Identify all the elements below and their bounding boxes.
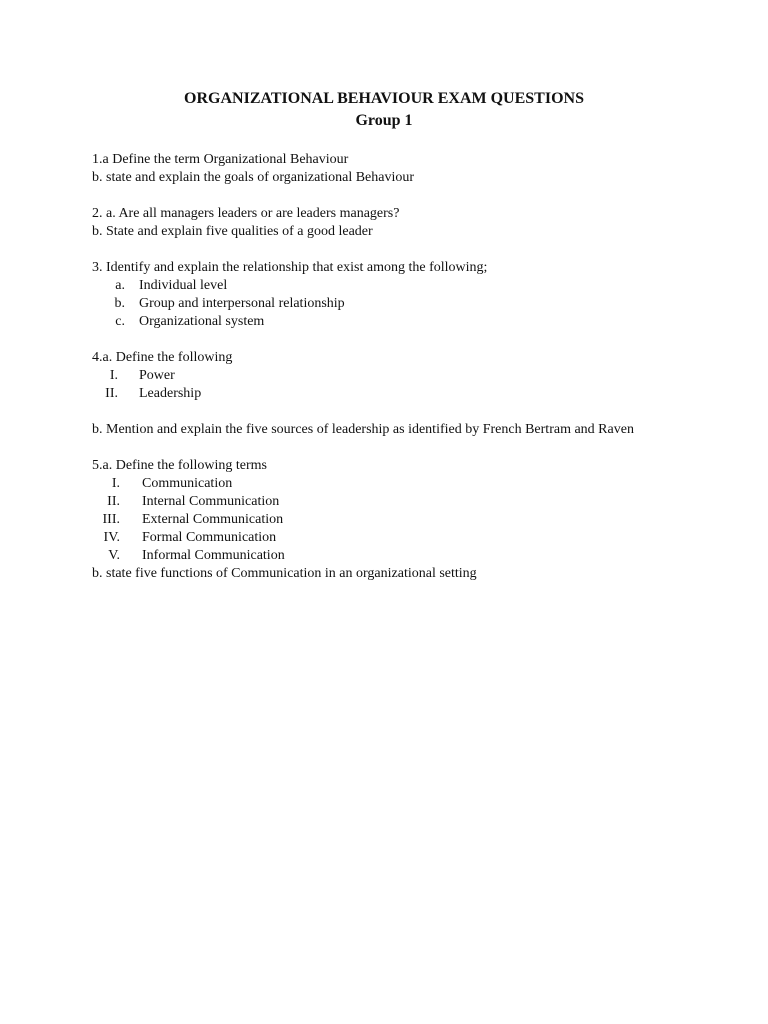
list-marker: b.	[114, 296, 125, 311]
question-3-stem: 3. Identify and explain the relationship that exist among the following;	[92, 260, 488, 275]
list-item	[92, 493, 675, 511]
list-item	[92, 511, 675, 529]
list-marker: II.	[107, 494, 120, 509]
question-4	[92, 349, 675, 439]
list-item	[92, 295, 675, 313]
question-5b: b. state five functions of Communication in an organizational setting	[92, 566, 477, 581]
spacer	[92, 241, 675, 259]
question-4a: 4.a. Define the following	[92, 350, 233, 365]
question-1	[92, 151, 675, 187]
document-title: ORGANIZATIONAL BEHAVIOUR EXAM QUESTIONS	[184, 90, 584, 107]
list-item-text: Communication	[142, 476, 233, 491]
list-marker: IV.	[103, 530, 120, 545]
list-item	[92, 475, 675, 493]
list-marker: I.	[111, 476, 120, 491]
question-2b: b. State and explain five qualities of a good leader	[92, 224, 373, 239]
question-1a: 1.a Define the term Organizational Behaviour	[92, 152, 349, 167]
spacer	[92, 331, 675, 349]
spacer	[92, 439, 675, 457]
list-marker: II.	[105, 386, 118, 401]
list-item-text: Leadership	[139, 386, 202, 401]
list-item-text: Internal Communication	[142, 494, 280, 509]
question-2	[92, 205, 675, 241]
list-item	[92, 313, 675, 331]
list-marker: c.	[115, 314, 125, 329]
list-item-text: Power	[139, 368, 175, 383]
question-5	[92, 457, 675, 583]
list-item-text: Formal Communication	[142, 530, 277, 545]
list-marker: III.	[102, 512, 120, 527]
question-list	[92, 151, 675, 583]
list-item-text: Group and interpersonal relationship	[139, 296, 345, 311]
list-item	[92, 529, 675, 547]
question-3	[92, 259, 675, 331]
document-header	[0, 88, 768, 132]
question-2a: 2. a. Are all managers leaders or are leaders managers?	[92, 206, 400, 221]
list-marker: I.	[109, 368, 118, 383]
list-item-text: Individual level	[139, 278, 228, 293]
list-item	[92, 367, 675, 385]
list-item-text: Organizational system	[139, 314, 265, 329]
spacer	[92, 187, 675, 205]
list-marker: a.	[115, 278, 125, 293]
list-marker: V.	[108, 548, 120, 563]
list-item	[92, 547, 675, 565]
spacer	[92, 403, 675, 421]
list-item-text: External Communication	[142, 512, 284, 527]
question-4b: b. Mention and explain the five sources of leadership as identified by French Bertram and Raven	[92, 422, 634, 437]
question-1b: b. state and explain the goals of organizational Behaviour	[92, 170, 415, 185]
document-subtitle: Group 1	[355, 112, 413, 129]
list-item	[92, 385, 675, 403]
list-item	[92, 277, 675, 295]
question-5a: 5.a. Define the following terms	[92, 458, 267, 473]
list-item-text: Informal Communication	[142, 548, 285, 563]
